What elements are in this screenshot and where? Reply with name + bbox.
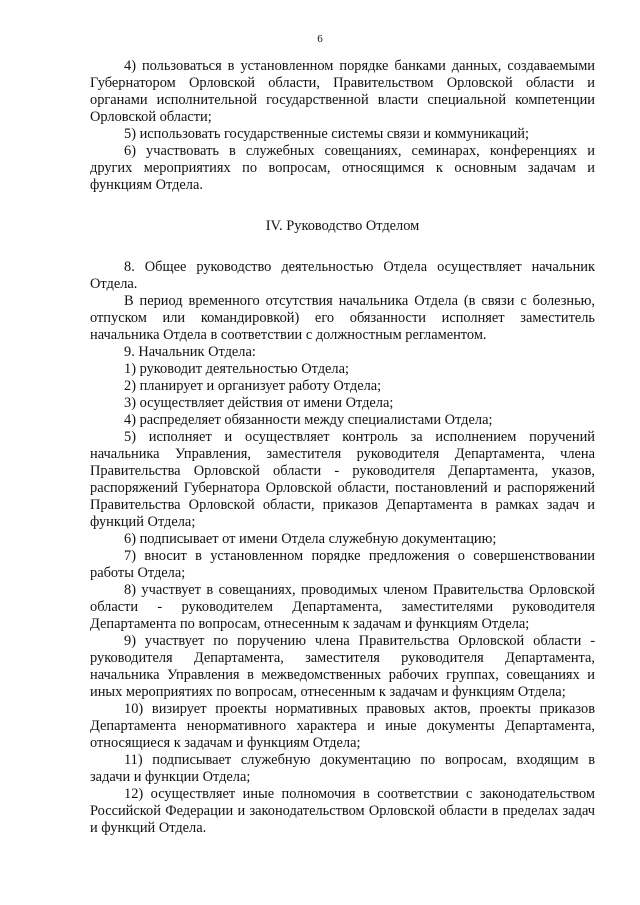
paragraph-clause-8: 8. Общее руководство деятельностью Отдела осуществляет начальник Отдела. (90, 259, 595, 292)
paragraph-item-5: 5) использовать государственные системы связи и коммуникаций; (124, 126, 529, 142)
list-item-4: 4) распределяет обязанности между специалистами Отдела; (124, 412, 493, 428)
list-item-2: 2) планирует и организует работу Отдела; (124, 378, 382, 394)
document-body (90, 58, 595, 837)
paragraph-item-4: 4) пользоваться в установленном порядке банками данных, создаваемыми Губернатором Орловской области, Правительством Орловской области и органами исполнительной государственной власти специальной компетенции Орловской области; (90, 58, 595, 125)
list-item-6: 6) подписывает от имени Отдела служебную документацию; (124, 531, 497, 547)
paragraph-deputy: В период временного отсутствия начальника Отдела (в связи с болезнью, отпуском или командировкой) его обязанности исполняет заместитель начальника Отдела в соответствии с должностным регламентом. (90, 293, 595, 343)
list-item-7: 7) вносит в установленном порядке предложения о совершенствовании работы Отдела; (90, 548, 595, 581)
list-item-11: 11) подписывает служебную документацию по вопросам, входящим в задачи и функции Отдела; (90, 752, 595, 785)
paragraph-item-6: 6) участвовать в служебных совещаниях, семинарах, конференциях и других мероприятиях по вопросам, относящимся к основным задачам и функциям Отдела. (90, 143, 595, 193)
list-item-8: 8) участвует в совещаниях, проводимых членом Правительства Орловской области - руководителем Департамента, заместителями руководителя Департамента по вопросам, отнесенным к задачам и функциям Отдела; (90, 582, 595, 632)
page-number: 6 (317, 33, 323, 45)
list-item-5: 5) исполняет и осуществляет контроль за исполнением поручений начальника Управления, заместителя руководителя Департамента, члена Правительства Орловской области - руководителя Департамента, указов, распоряжений Губернатора Орловской области, постановлений и распоряжений Правительства Орловской области, приказов Департамента в рамках задач и функций Отдела; (90, 429, 595, 530)
list-item-9: 9) участвует по поручению члена Правительства Орловской области - руководителя Департамента, заместителя руководителя Департамента, начальника Управления в межведомственных рабочих группах, совещаниях и иных мероприятиях по вопросам, отнесенным к задачам и функциям Отдела; (90, 633, 595, 700)
list-item-3: 3) осуществляет действия от имени Отдела; (124, 395, 394, 411)
paragraph-clause-9: 9. Начальник Отдела: (124, 344, 256, 360)
list-item-1: 1) руководит деятельностью Отдела; (124, 361, 349, 377)
section-heading: IV. Руководство Отделом (265, 218, 420, 234)
list-item-10: 10) визирует проекты нормативных правовых актов, проекты приказов Департамента ненормативного характера и иные документы Департамента, относящиеся к задачам и функциям Отдела; (90, 701, 595, 751)
list-item-12: 12) осуществляет иные полномочия в соответствии с законодательством Российской Федерации и законодательством Орловской области в пределах задач и функций Отдела. (90, 786, 595, 836)
